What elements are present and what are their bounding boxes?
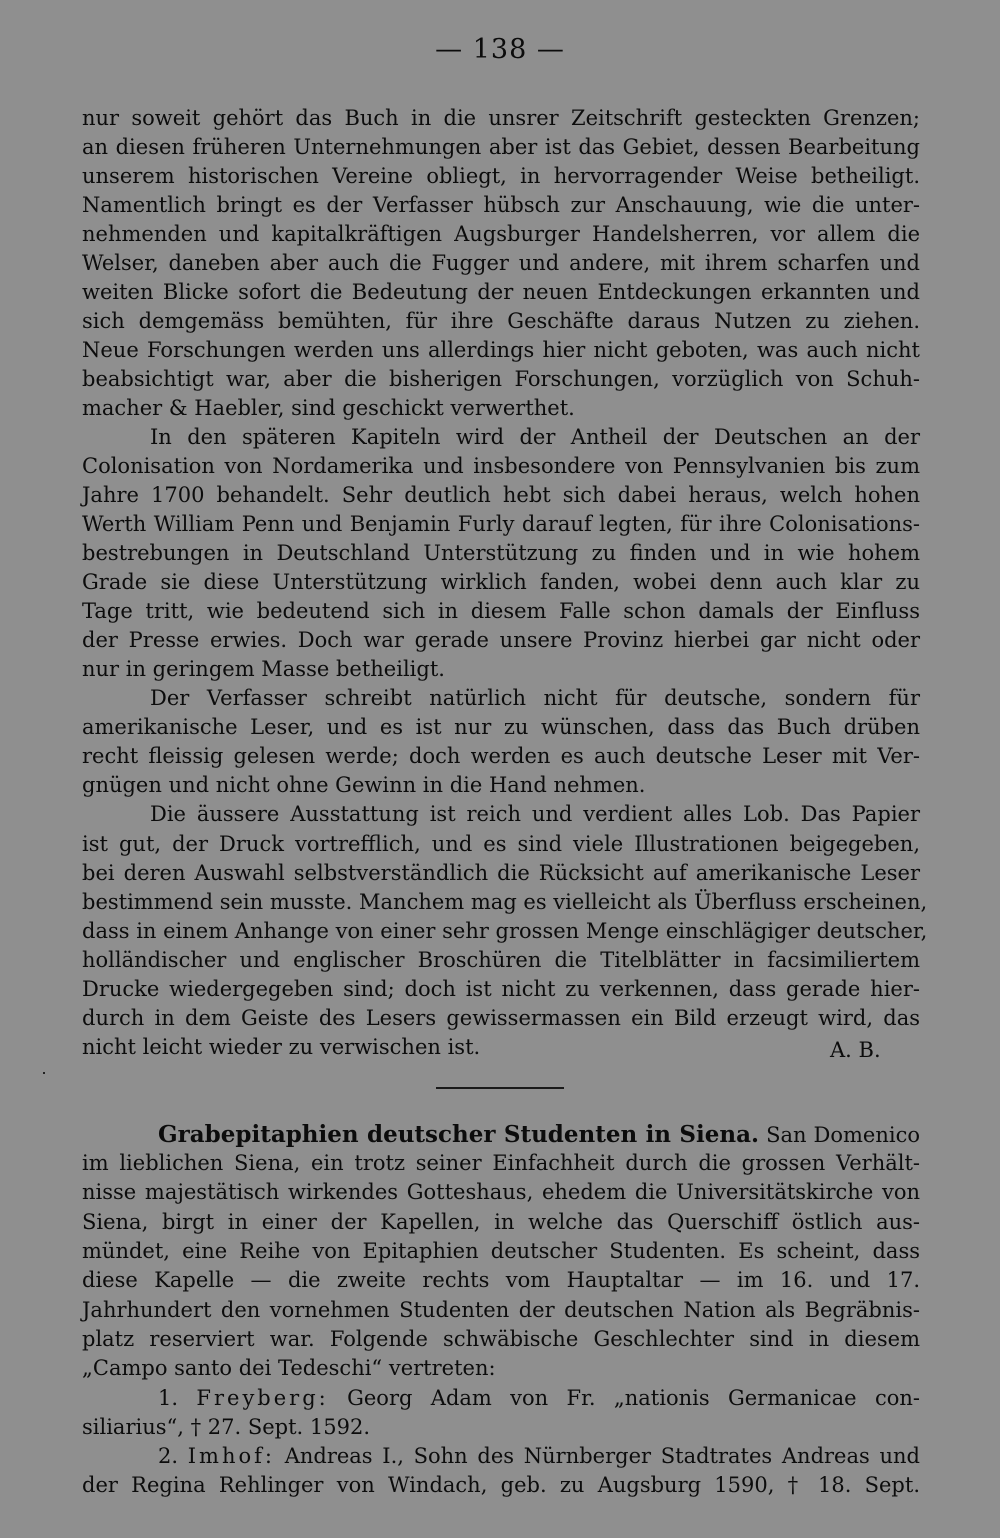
- review-line: In den späteren Kapiteln wird der Antheil der Deutschen an der: [150, 425, 920, 450]
- review-line: gnügen und nicht ohne Gewinn in die Hand nehmen.: [82, 773, 646, 798]
- review-line: Der Verfasser schreibt natürlich nicht für deutsche, sondern für: [150, 686, 920, 711]
- review-line: bestimmend sein musste. Manchem mag es vielleicht als Überfluss erscheinen,: [82, 889, 928, 914]
- review-line: durch in dem Geiste des Lesers gewissermassen ein Bild erzeugt wird, das: [82, 1005, 920, 1030]
- article-first-line-rest: San Domenico: [766, 1123, 920, 1147]
- entry-2-first-line: [158, 1442, 920, 1471]
- review-line: bei deren Auswahl selbstverständlich die Rücksicht auf amerikanische Leser: [82, 860, 920, 885]
- article-line: platz reserviert war. Folgende schwäbische Geschlechter sind in diesem: [82, 1326, 920, 1351]
- article-first-line: [158, 1120, 920, 1149]
- entry-1-name: Freyberg:: [196, 1386, 329, 1410]
- article-line: im lieblichen Siena, ein trotz seiner Einfachheit durch die grossen Verhält-: [82, 1151, 920, 1175]
- review-line: sich demgemäss bemühten, für ihre Geschäfte daraus Nutzen zu ziehen.: [82, 309, 920, 334]
- article-line: Jahrhundert den vornehmen Studenten der deutschen Nation als Begräbnis-: [82, 1297, 920, 1322]
- review-line: nehmenden und kapitalkräftigen Augsburger Handelsherren, vor allem die: [82, 222, 920, 247]
- review-line: macher & Haebler, sind geschickt verwerthet.: [82, 396, 575, 421]
- section-divider: [436, 1087, 564, 1089]
- entry-2-text: Andreas I., Sohn des Nürnberger Stadtrates Andreas und: [284, 1444, 920, 1468]
- review-line: bestrebungen in Deutschland Unterstützung zu finden und in wie hohem: [82, 541, 920, 566]
- review-line: Neue Forschungen werden uns allerdings hier nicht geboten, was auch nicht: [82, 338, 920, 363]
- review-line: dass in einem Anhange von einer sehr grossen Menge einschlägiger deutscher,: [82, 918, 928, 943]
- review-signature: A. B.: [830, 1038, 881, 1062]
- review-line: Grade sie diese Unterstützung wirklich fanden, wobei denn auch klar zu: [82, 570, 920, 595]
- page-number: — 138 —: [435, 34, 565, 65]
- review-line: ist gut, der Druck vortrefflich, und es sind viele Illustrationen beigegeben,: [82, 831, 920, 856]
- print-speck: [43, 1072, 45, 1074]
- entry-1-text: Georg Adam von Fr. „nationis Germanicae con-: [347, 1386, 920, 1410]
- article-line: Siena, birgt in einer der Kapellen, in welche das Querschiff östlich aus-: [82, 1209, 920, 1234]
- review-line: nur soweit gehört das Buch in die unsrer Zeitschrift gesteckten Grenzen;: [82, 106, 920, 130]
- review-line: Drucke wiedergegeben sind; doch ist nicht zu verkennen, dass gerade hier-: [82, 976, 920, 1001]
- review-line: an diesen früheren Unternehmungen aber ist das Gebiet, dessen Bearbeitung: [82, 135, 920, 160]
- review-line: Namentlich bringt es der Verfasser hübsch zur Anschauung, wie die unter-: [82, 193, 920, 218]
- article-heading: Grabepitaphien deutscher Studenten in Siena.: [158, 1121, 760, 1148]
- review-line: der Presse erwies. Doch war gerade unsere Provinz hierbei gar nicht oder: [82, 628, 920, 653]
- entry-2-name: Imhof:: [187, 1444, 275, 1468]
- review-line: Colonisation von Nordamerika und insbesondere von Pennsylvanien bis zum: [82, 454, 920, 479]
- article-line: mündet, eine Reihe von Epitaphien deutscher Studenten. Es scheint, dass: [82, 1238, 920, 1263]
- entry-1-continuation: siliarius“, † 27. Sept. 1592.: [82, 1415, 371, 1439]
- entry-2-number: 2.: [158, 1444, 179, 1468]
- review-line: unserem historischen Vereine obliegt, in hervorragender Weise betheiligt.: [82, 164, 920, 189]
- review-line: weiten Blicke sofort die Bedeutung der neuen Entdeckungen erkannten und: [82, 280, 920, 305]
- article-line: „Campo santo dei Tedeschi“ vertreten:: [82, 1356, 496, 1381]
- review-line: Die äussere Ausstattung ist reich und verdient alles Lob. Das Papier: [150, 802, 920, 827]
- review-line: Werth William Penn und Benjamin Furly darauf legten, für ihre Colonisations-: [82, 512, 920, 537]
- review-line: holländischer und englischer Broschüren die Titelblätter in facsimiliertem: [82, 947, 920, 972]
- review-line: recht fleissig gelesen werde; doch werden es auch deutsche Leser mit Ver-: [82, 744, 920, 769]
- article-line: diese Kapelle — die zweite rechts vom Hauptaltar — im 16. und 17.: [82, 1268, 920, 1293]
- review-line: amerikanische Leser, und es ist nur zu wünschen, dass das Buch drüben: [82, 715, 920, 740]
- review-line: nur in geringem Masse betheiligt.: [82, 657, 445, 682]
- article-line: nisse majestätisch wirkendes Gotteshaus, ehedem die Universitätskirche von: [82, 1180, 920, 1205]
- review-line: nicht leicht wieder zu verwischen ist.: [82, 1034, 481, 1059]
- entry-1-number: 1.: [158, 1386, 179, 1410]
- review-line: Jahre 1700 behandelt. Sehr deutlich hebt sich dabei heraus, welch hohen: [82, 483, 920, 508]
- review-line: beabsichtigt war, aber die bisherigen Forschungen, vorzüglich von Schuh-: [82, 367, 920, 392]
- entry-1-first-line: [158, 1384, 920, 1413]
- review-line: Welser, daneben aber auch die Fugger und andere, mit ihrem scharfen und: [82, 251, 920, 276]
- review-line: Tage tritt, wie bedeutend sich in diesem Falle schon damals der Einfluss: [82, 599, 920, 624]
- entry-2-continuation: der Regina Rehlinger von Windach, geb. zu Augsburg 1590, † 18. Sept.: [82, 1473, 920, 1497]
